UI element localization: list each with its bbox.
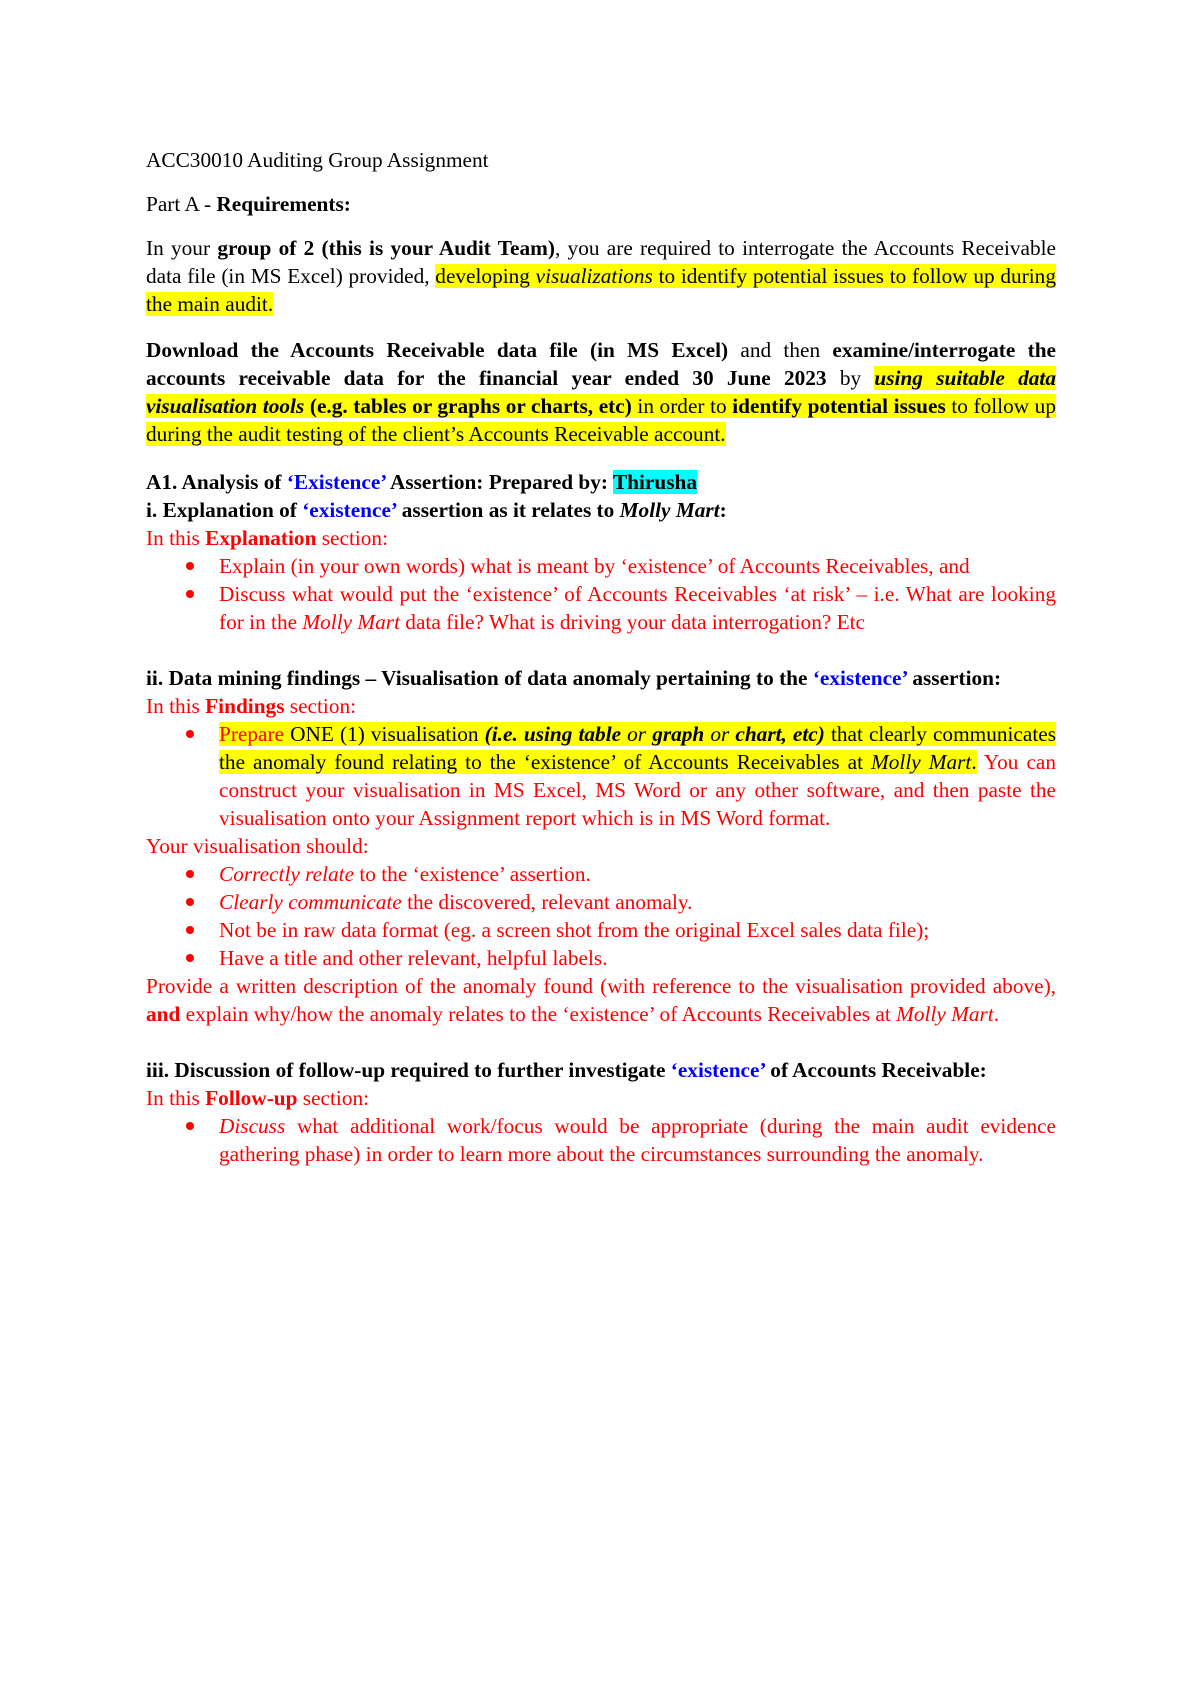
download-text: and then <box>728 338 833 362</box>
list-item: Correctly relate to the ‘existence’ assertion. <box>146 860 1056 888</box>
intro-paragraph <box>146 234 1056 318</box>
bullet-dot-icon <box>186 954 194 962</box>
bullet-dot-icon <box>186 590 194 598</box>
bullet-dot-icon <box>186 870 194 878</box>
bullet-dot-icon <box>186 926 194 934</box>
download-highlight: using suitable data visualisation tools (e.g. tables or graphs or charts, etc) in order to identify potential issues to follow up during the audit testing of the client’s Accounts Receivable account. <box>146 366 1056 446</box>
section-iii-heading: iii. Discussion of follow-up required to further investigate ‘existence’ of Accounts Receivable: <box>146 1058 987 1082</box>
download-text-2: by <box>826 366 875 390</box>
intro-text-2: , you are required to interrogate the Accounts Receivable data file (in MS Excel) provided, <box>146 236 1056 288</box>
intro-text: In your <box>146 236 218 260</box>
examine-bold: examine/interrogate the accounts receivable data for the financial year ended 30 June 2023 <box>146 338 1056 390</box>
follow-up-intro: In this Follow-up section: <box>146 1086 370 1110</box>
findings-bullet-list <box>146 720 1056 832</box>
list-item: Not be in raw data format (eg. a screen shot from the original Excel sales data file); <box>146 916 1056 944</box>
follow-up-bullet-list <box>146 1112 1056 1168</box>
visualisation-should-label: Your visualisation should: <box>146 834 369 858</box>
bullet-dot-icon <box>186 562 194 570</box>
findings-intro: In this Findings section: <box>146 694 357 718</box>
list-item: Clearly communicate the discovered, relevant anomaly. <box>146 888 1056 916</box>
a1-heading: A1. Analysis of ‘Existence’ Assertion: Prepared by: Thirusha <box>146 470 698 494</box>
bullet-dot-icon <box>186 1122 194 1130</box>
document-title: ACC30010 Auditing Group Assignment <box>146 148 489 172</box>
part-a-prefix: Part A - <box>146 192 217 216</box>
group-size-text: group of 2 (this is your Audit Team) <box>217 236 555 260</box>
download-paragraph <box>146 336 1056 448</box>
explanation-intro: In this Explanation section: <box>146 526 389 550</box>
preparer-name: Thirusha <box>612 470 698 494</box>
list-item: Have a title and other relevant, helpful labels. <box>146 944 1056 972</box>
bullet-dot-icon <box>186 730 194 738</box>
description-paragraph: Provide a written description of the anomaly found (with reference to the visualisation provided above), and explain why/how the anomaly relates to the ‘existence’ of Accounts Receivables at Molly Mart. <box>146 974 1056 1026</box>
list-item: Discuss what would put the ‘existence’ of Accounts Receivables ‘at risk’ – i.e. What are looking for in the Molly Mart data file? What is driving your data interrogation? Etc <box>146 580 1056 636</box>
section-i-heading: i. Explanation of ‘existence’ assertion as it relates to Molly Mart: <box>146 498 727 522</box>
bullet-dot-icon <box>186 898 194 906</box>
section-ii-heading: ii. Data mining findings – Visualisation of data anomaly pertaining to the ‘existence’ assertion: <box>146 666 1002 690</box>
part-a-heading <box>146 190 1056 218</box>
existence-term: ‘Existence’ <box>286 470 386 494</box>
list-item: Discuss what additional work/focus would be appropriate (during the main audit evidence gathering phase) in order to learn more about the circumstances surrounding the anomaly. <box>146 1112 1056 1168</box>
visualisation-criteria-list <box>146 860 1056 972</box>
download-bold: Download the Accounts Receivable data file (in MS Excel) <box>146 338 729 362</box>
requirements-label: Requirements: <box>216 192 351 216</box>
document-page <box>146 146 1056 1168</box>
list-item: Prepare ONE (1) visualisation (i.e. using table or graph or chart, etc) that clearly communicates the anomaly found relating to the ‘existence’ of Accounts Receivables at Molly Mart. You can construct your visualisation in MS Excel, MS Word or any other software, and then paste the visualisation onto your Assignment report which is in MS Word format. <box>146 720 1056 832</box>
list-item: Explain (in your own words) what is meant by ‘existence’ of Accounts Receivables, and <box>146 552 1056 580</box>
explanation-bullet-list <box>146 552 1056 636</box>
intro-highlight: developing visualizations to identify potential issues to follow up during the main audit. <box>146 264 1056 316</box>
